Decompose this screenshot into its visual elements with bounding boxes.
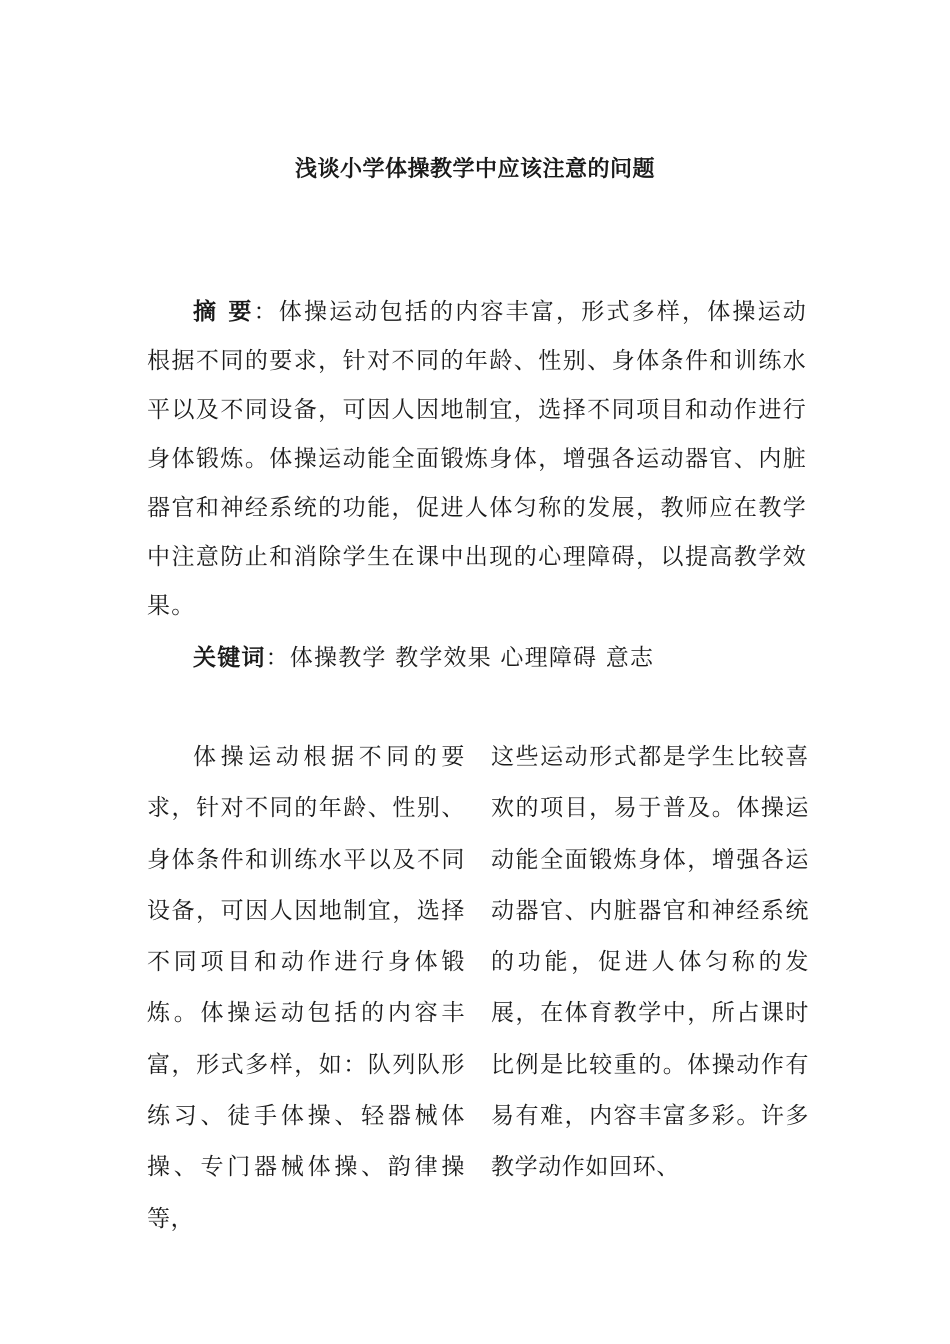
keywords-line (193, 634, 654, 683)
document-title: 浅谈小学体操教学中应该注意的问题 (294, 157, 655, 182)
abstract-label: 摘 要 (193, 299, 254, 325)
keywords-text: ：体操教学 教学效果 心理障碍 意志 (265, 645, 655, 671)
body-column-left: 体操运动根据不同的要求，针对不同的年龄、性别、身体条件和训练水平以及不同设备，可因人因地制宜，选择不同项目和动作进行身体锻炼。体操运动包括的内容丰富，形式多样，如：队列队形练习、徒手体操、轻器械体操、专门器械体操、韵律操等， (147, 744, 465, 1232)
abstract-paragraph (147, 288, 807, 631)
body-column-right: 这些运动形式都是学生比较喜欢的项目，易于普及。体操运动能全面锻炼身体，增强各运动器官、内脏器官和神经系统的功能，促进人体匀称的发展，在体育教学中，所占课时比例是比较重的。体操动作有易有难，内容丰富多彩。许多教学动作如回环、 (491, 744, 809, 1181)
abstract-text: ：体操运动包括的内容丰富，形式多样，体操运动根据不同的要求，针对不同的年龄、性别、身体条件和训练水平以及不同设备，可因人因地制宜，选择不同项目和动作进行身体锻炼。体操运动能全面锻炼身体，增强各运动器官、内脏器官和神经系统的功能，促进人体匀称的发展，教师应在教学中注意防止和消除学生在课中出现的心理障碍，以提高教学效果。 (147, 299, 807, 619)
keywords-label: 关键词 (193, 645, 266, 671)
